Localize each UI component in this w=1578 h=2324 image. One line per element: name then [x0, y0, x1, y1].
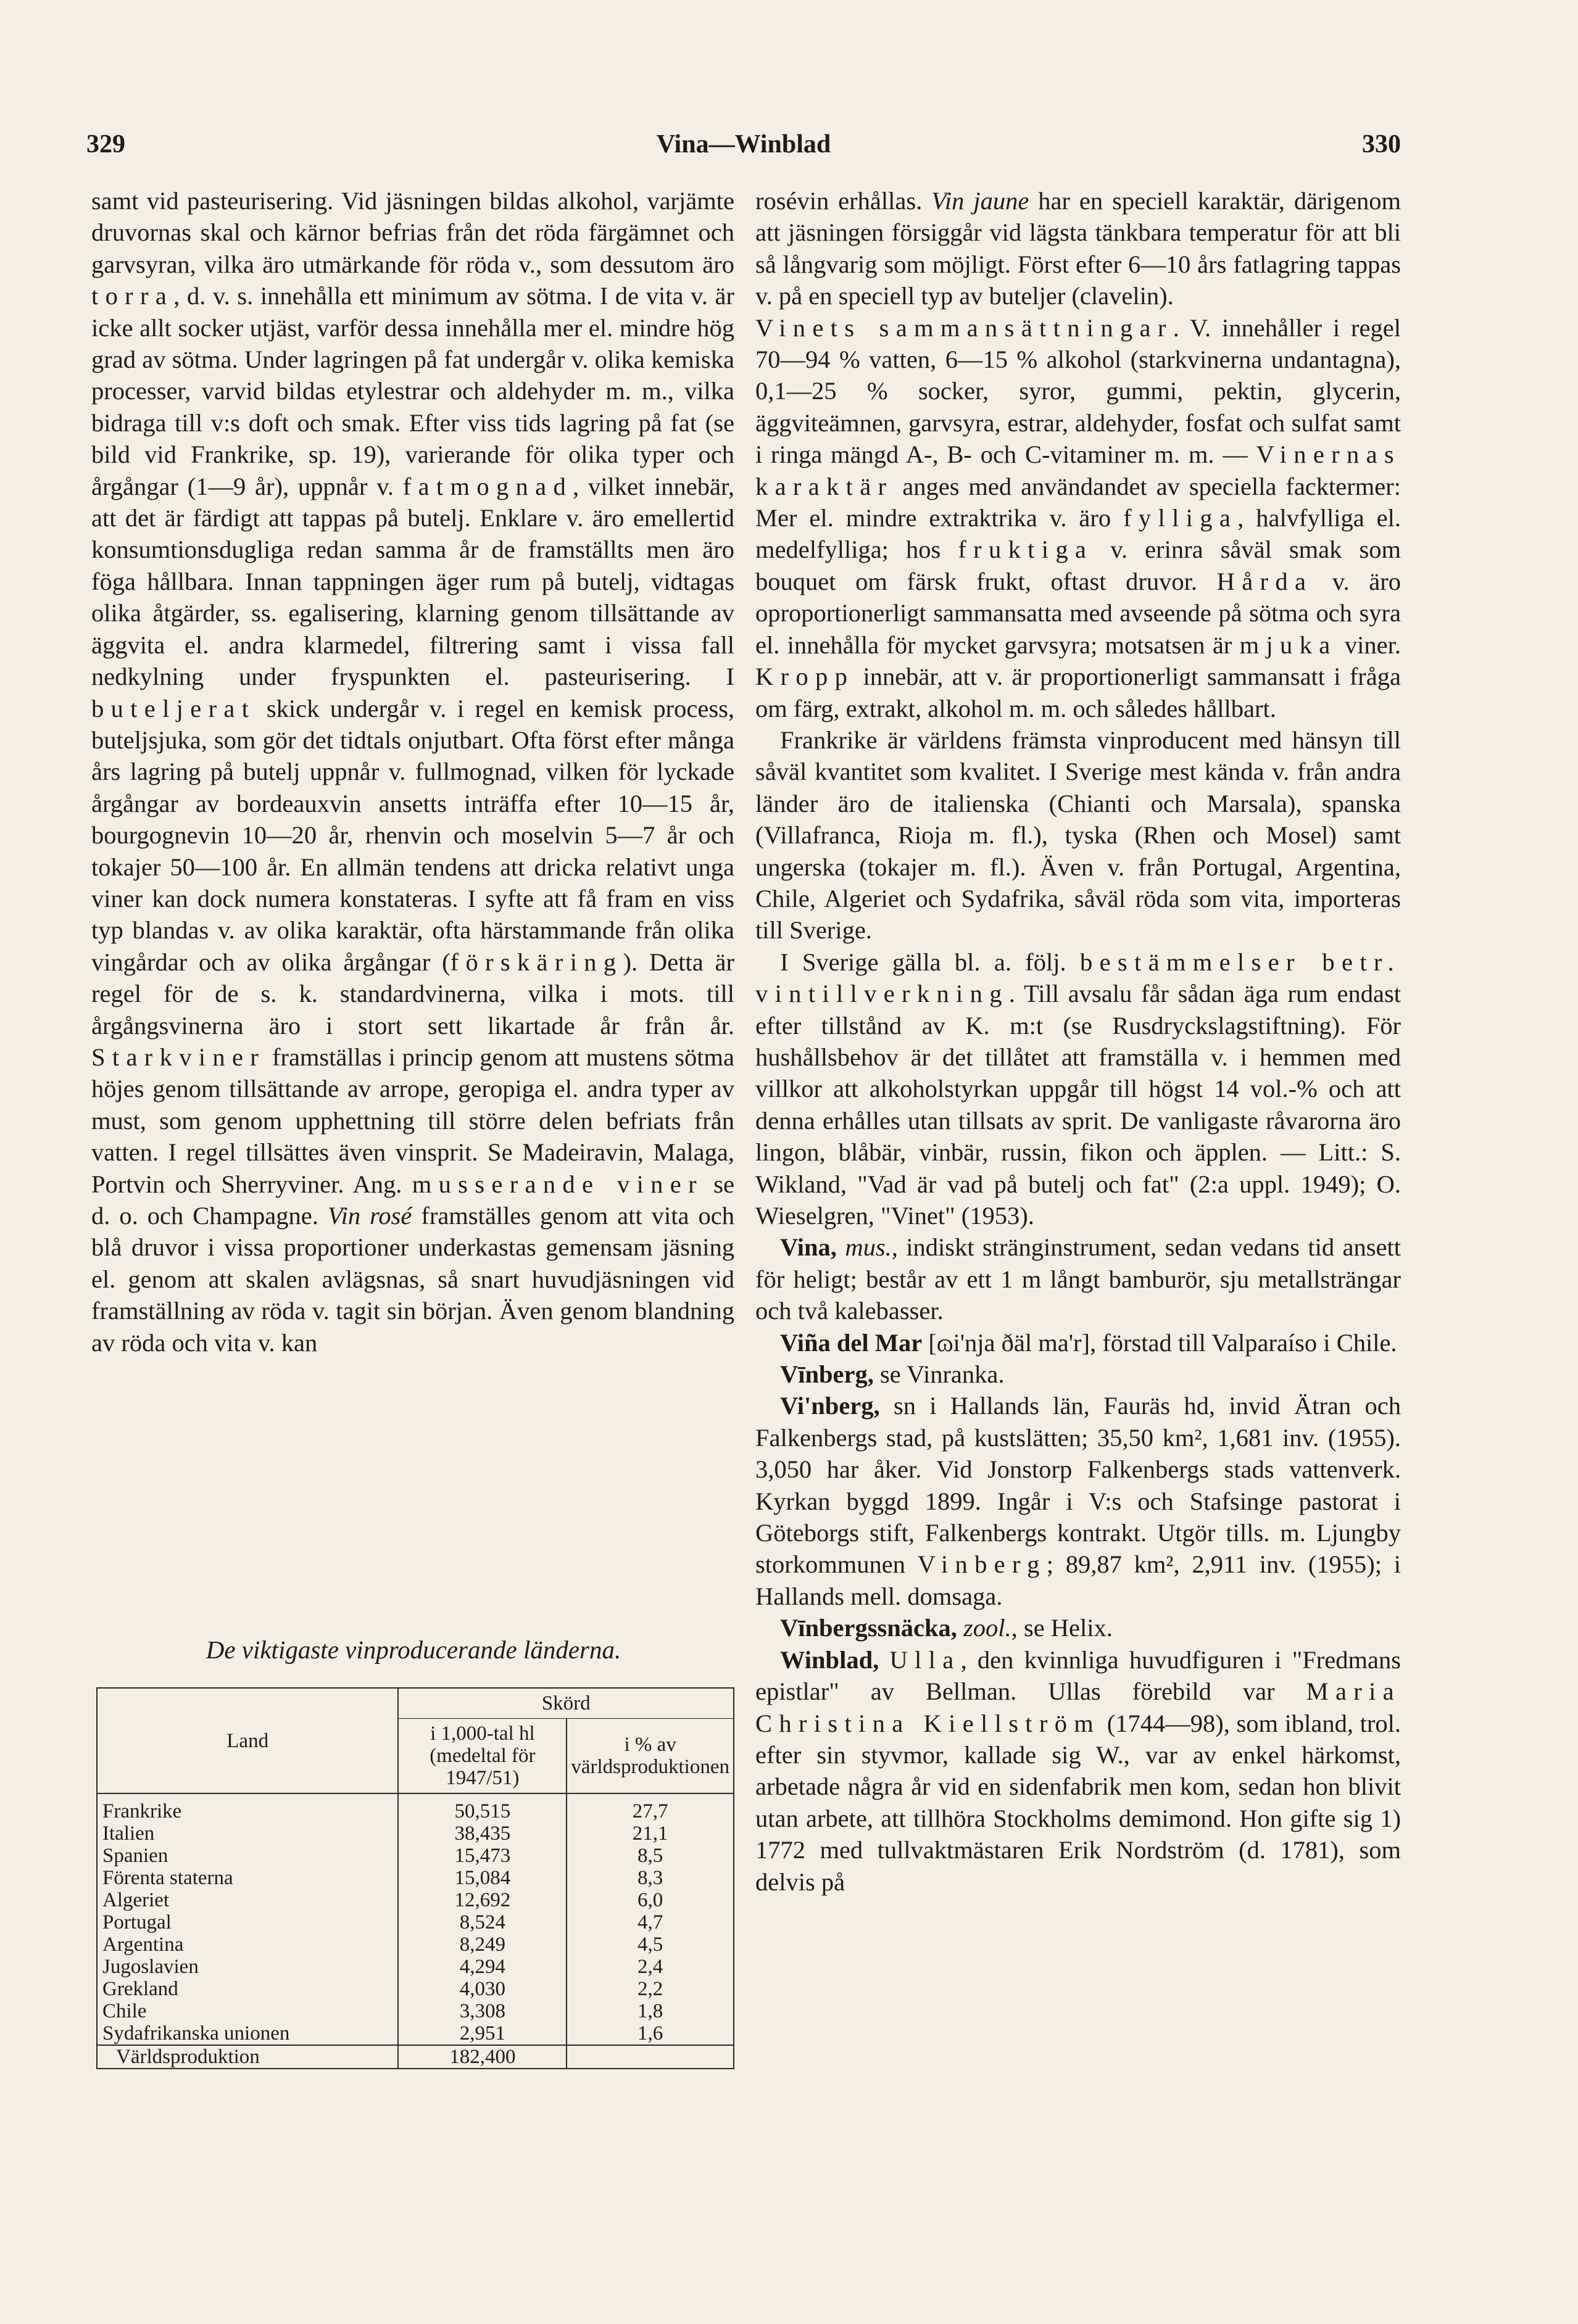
column-header-skord: Skörd: [398, 1688, 734, 1719]
table-row: Chile 3,308 1,8: [97, 2000, 734, 2022]
composition-paragraph: Vinets sammansättningar. V. innehåller i regel 70—94 % vatten, 6—15 % alkohol (starkvinerna undantagna), 0,1—25 % socker, syror, gummi, pektin, glycerin, äggviteämnen, garvsyra, estrar, aldehyder, fosfat och sulfat samt i ringa mängd A-, B- och C-vitaminer m. m. — Vinernas karaktär anges med användandet av speciella facktermer: Mer el. mindre extraktrika v. äro fylliga, halvfylliga el. medelfylliga; hos fruktiga v. erinra såväl smak som bouquet om färsk frukt, oftast druvor. Hårda v. äro oproportionerligt sammansatta med avseende på sötma och syra el. innehålla för mycket garvsyra; motsatsen är mjuka viner. Kropp innebär, att v. är proportionerligt sammansatt i fråga om färg, extrakt, alkohol m. m. och således hållbart.: [755, 313, 1401, 722]
right-column: [755, 185, 1401, 1898]
table-row: Förenta staterna 15,084 8,3: [97, 1867, 734, 1889]
entry-vina: Vina, mus., indiskt stränginstrument, sedan vedans tid ansett för heligt; består av ett 1 m långt bamburör, sju metallsträngar och två kalebasser.: [755, 1233, 1401, 1325]
entry-winblad: Winblad, Ulla, den kvinnliga huvudfiguren i "Fredmans epistlar" av Bellman. Ullas förebild var Maria Christina Kiellström (1744—98), som ibland, trol. efter sin styvmor, kallade sig W., var av enkel härkomst, arbetade några år vid en sidenfabrik men kom, sedan hon blivit utan arbete, att tillhöra Stockholms demimond. Hon gifte sig 1) 1772 med tullvaktmästaren Erik Nordström (d. 1781), som delvis på: [755, 1645, 1402, 1896]
table-total-row: Världsproduktion 182,400: [97, 2045, 734, 2069]
left-column: [91, 185, 734, 1358]
table-row: Jugoslavien 4,294 2,4: [97, 1956, 734, 1978]
column-header-hl: i 1,000-tal hl (medeltal för 1947/51): [398, 1719, 567, 1794]
italic-term: Vin rosé: [327, 1202, 412, 1230]
table-row: Grekland 4,030 2,2: [97, 1978, 734, 2000]
spaced-term: torra: [91, 282, 174, 310]
headword: Vīnbergssnäcka,: [780, 1614, 957, 1642]
headword: Winblad,: [780, 1645, 879, 1674]
vin-jaune-paragraph: rosévin erhållas. Vin jaune har en speciell karaktär, därigenom att jäsningen försiggår vid lägsta tänkbara temperatur för att bli så långvarig som möjligt. Först efter 6—10 års fatlagring tappas v. på en speciell typ av buteljer (clavelin).: [755, 187, 1402, 310]
table-row: Portugal 8,524 4,7: [97, 1911, 734, 1933]
column-header-pct: i % av världsproduktionen: [567, 1719, 734, 1794]
entry-vinbergssnacka: Vīnbergssnäcka, zool., se Helix.: [780, 1614, 1113, 1642]
regulations-paragraph: I Sverige gälla bl. a. följ. bestämmelser betr. vintillverkning. Till avsalu får sådan äga rum endast efter tillstånd av K. m:t (se Rusdryckslagstiftning). För hushållsbehov är det tillåtet att framställa v. i hemmen med villkor att alkoholstyrkan uppgår till högst 14 vol.-% och att denna erhålles utan tillsats av sprit. De vanligaste råvarorna äro lingon, blåbär, vinbär, russin, fikon och äpplen. — Litt.: S. Wikland, "Vad är vad på butelj och fat" (2:a uppl. 1949); O. Wieselgren, "Vinet" (1953).: [755, 948, 1401, 1230]
headword: Vīnberg,: [780, 1360, 874, 1389]
spaced-term: musserande viner: [412, 1170, 704, 1198]
wine-producers-table: [96, 1687, 734, 2069]
page-number-left: 329: [86, 130, 125, 159]
spaced-term: Starkviner: [91, 1043, 266, 1071]
running-title: Vina—Winblad: [656, 130, 831, 159]
table-caption: De viktigaste vinproducerande länderna.: [206, 1635, 621, 1664]
table-row: Sydafrikanska unionen 2,951 1,6: [97, 2022, 734, 2045]
table-row: Italien 38,435 21,1: [97, 1822, 734, 1845]
entry-vinberg-2: Vi'nberg, sn i Hallands län, Fauräs hd, invid Ätran och Falkenbergs stad, på kustslätten; 35,50 km², 1,681 inv. (1955). 3,050 har åker. Vid Jonstorp Falkenbergs stads vattenverk. Kyrkan byggd 1899. Ingår i V:s och Stafsinge pastorat i Göteborgs stift, Falkenbergs kontrakt. Utgör tills. m. Ljungby storkommunen Vinberg; 89,87 km², 2,911 inv. (1955); i Hallands mell. domsaga.: [755, 1392, 1401, 1610]
table-row: Argentina 8,249 4,5: [97, 1933, 734, 1956]
spaced-term: fatmognad: [402, 472, 573, 500]
page-number-right: 330: [1362, 130, 1401, 159]
table-row: Frankrike 50,515 27,7: [97, 1800, 734, 1822]
column-header-land: Land: [97, 1688, 398, 1793]
headword: Vi'nberg,: [780, 1392, 880, 1420]
table-row: Algeriet 12,692 6,0: [97, 1889, 734, 1911]
table-row: Spanien 15,473 8,5: [97, 1845, 734, 1867]
entry-vina-del-mar: Viña del Mar [ɷi'nja ðäl ma'r], förstad till Valparaíso i Chile.: [780, 1328, 1397, 1357]
spaced-term: buteljerat: [91, 694, 256, 722]
spaced-term: förskäring: [450, 948, 623, 976]
headword: Vina,: [780, 1233, 837, 1262]
headword: Viña del Mar: [780, 1328, 923, 1357]
wine-production-paragraph: samt vid pasteurisering. Vid jäsningen bildas alkohol, varjämte druvornas skal och kärnor befrias från det röda färgämnet och garvsyran, vilka äro utmärkande för röda v., som dessutom äro torra, d. v. s. innehålla ett minimum av sötma. I de vita v. är icke allt socker utjäst, varför dessa innehålla mer el. mindre hög grad av sötma. Under lagringen på fat undergår v. olika kemiska processer, varvid bildas etylestrar och aldehyder m. m., vilka bidraga till v:s doft och smak. Efter viss tids lagring på fat (se bild vid Frankrike, sp. 19), varierande för olika typer och årgångar (1—9 år), uppnår v. fatmognad, vilket innebär, att det är färdigt att tappas på butelj. Enklare v. äro emellertid konsumtionsdugliga redan samma år de framställts men äro föga hållbara. Innan tappningen äger rum på butelj, vidtagas olika åtgärder, ss. egalisering, klarning genom tillsättande av äggvita el. andra klarmedel, filtrering samt i vissa fall nedkylning under fryspunkten el. pasteurisering. I buteljerat skick undergår v. i regel en kemisk process, buteljsjuka, som gör det tidtals onjutbart. Ofta först efter många års lagring på butelj uppnår v. fullmognad, vilken för lyckade årgångar av bordeauxvin ansetts inträffa efter 10—15 år, bourgognevin 10—20 år, rhenvin och moselvin 5—7 år och tokajer 50—100 år. En allmän tendens att dricka relativt unga viner kan dock numera konstateras. I syfte att få fram en viss typ blandas v. av olika karaktär, ofta härstammande från olika vingårdar och av olika årgångar (förskäring). Detta är regel för de s. k. standardvinerna, vilka i mots. till årgångsvinerna äro i stort sett likartade år från år. Starkviner framställas i princip genom att mustens sötma höjes genom tillsättande av arrope, geropiga el. andra typer av must, som genom upphettning till större delen befriats från vatten. I regel tillsättes även vinsprit. Se Madeiravin, Malaga, Portvin och Sherryviner. Ang. musserande viner se d. o. och Champagne. Vin rosé framställes genom att vita och blå druvor i vissa proportioner underkastas gemensam jäsning el. genom att skalen avlägsnas, så snart huvudjäsningen vid framställning av röda v. tagit sin början. Även genom blandning av röda och vita v. kan: [91, 187, 735, 1357]
entry-vinberg-1: Vīnberg, se Vinranka.: [780, 1360, 1005, 1389]
page-header: [86, 130, 1401, 167]
frankrike-paragraph: Frankrike är världens främsta vinproducent med hänsyn till såväl kvantitet som kvalitet. I Sverige mest kända v. från andra länder äro de italienska (Chianti och Marsala), spanska (Villafranca, Rioja m. fl.), tyska (Rhen och Mosel) samt ungerska (tokajer m. fl.). Även v. från Portugal, Argentina, Chile, Algeriet och Sydafrika, såväl röda som vita, importeras till Sverige.: [755, 726, 1401, 945]
